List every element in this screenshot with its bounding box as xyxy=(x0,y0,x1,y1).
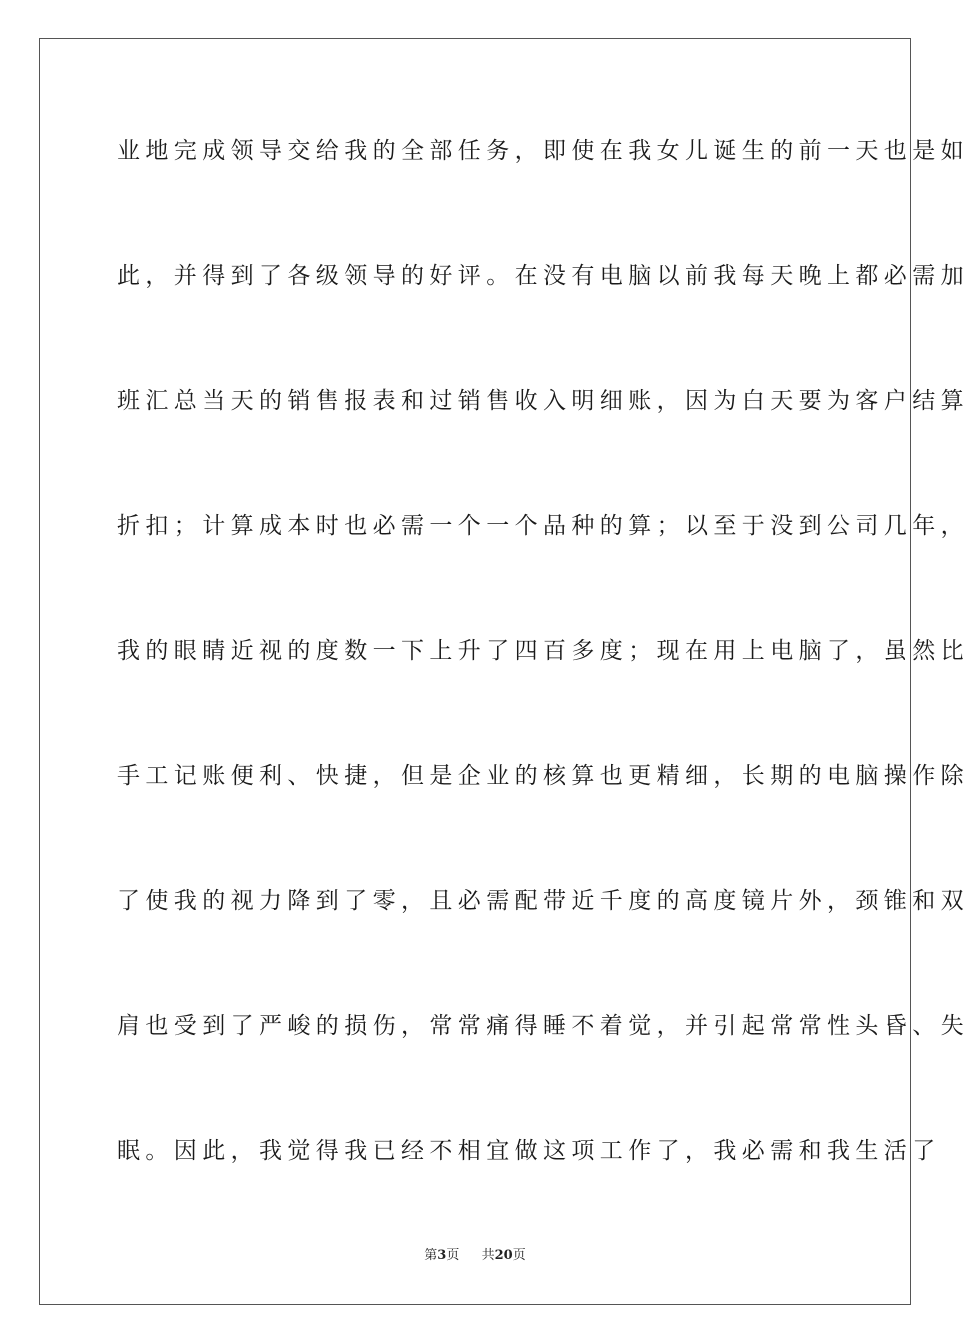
body-text-line: 肩也受到了严峻的损伤，常常痛得睡不着觉，并引起常常性头昏、失 xyxy=(117,1013,969,1039)
body-text-line: 我的眼睛近视的度数一下上升了四百多度；现在用上电脑了，虽然比 xyxy=(117,638,969,664)
total-pages-number: 20 xyxy=(494,1248,513,1263)
body-text-line: 业地完成领导交给我的全部任务，即使在我女儿诞生的前一天也是如 xyxy=(117,138,969,164)
page-footer xyxy=(0,1247,950,1265)
body-text-line: 折扣；计算成本时也必需一个一个品种的算；以至于没到公司几年， xyxy=(117,513,969,539)
page-border xyxy=(39,38,969,1305)
total-pages-prefix: 共 xyxy=(481,1248,495,1263)
body-text-line: 此，并得到了各级领导的好评。在没有电脑以前我每天晚上都必需加 xyxy=(117,263,969,289)
body-text-line: 班汇总当天的销售报表和过销售收入明细账，因为白天要为客户结算 xyxy=(117,388,969,414)
body-text-line: 眠。因此，我觉得我已经不相宜做这项工作了，我必需和我生活了 xyxy=(117,1138,941,1164)
body-text-line: 手工记账便利、快捷，但是企业的核算也更精细，长期的电脑操作除 xyxy=(117,763,969,789)
page-number-prefix: 第 xyxy=(424,1248,438,1263)
page-number-suffix: 页 xyxy=(446,1248,460,1263)
total-pages-suffix: 页 xyxy=(512,1248,526,1263)
current-page-number: 3 xyxy=(437,1248,447,1263)
body-text-line: 了使我的视力降到了零，且必需配带近千度的高度镜片外，颈锥和双 xyxy=(117,888,969,914)
